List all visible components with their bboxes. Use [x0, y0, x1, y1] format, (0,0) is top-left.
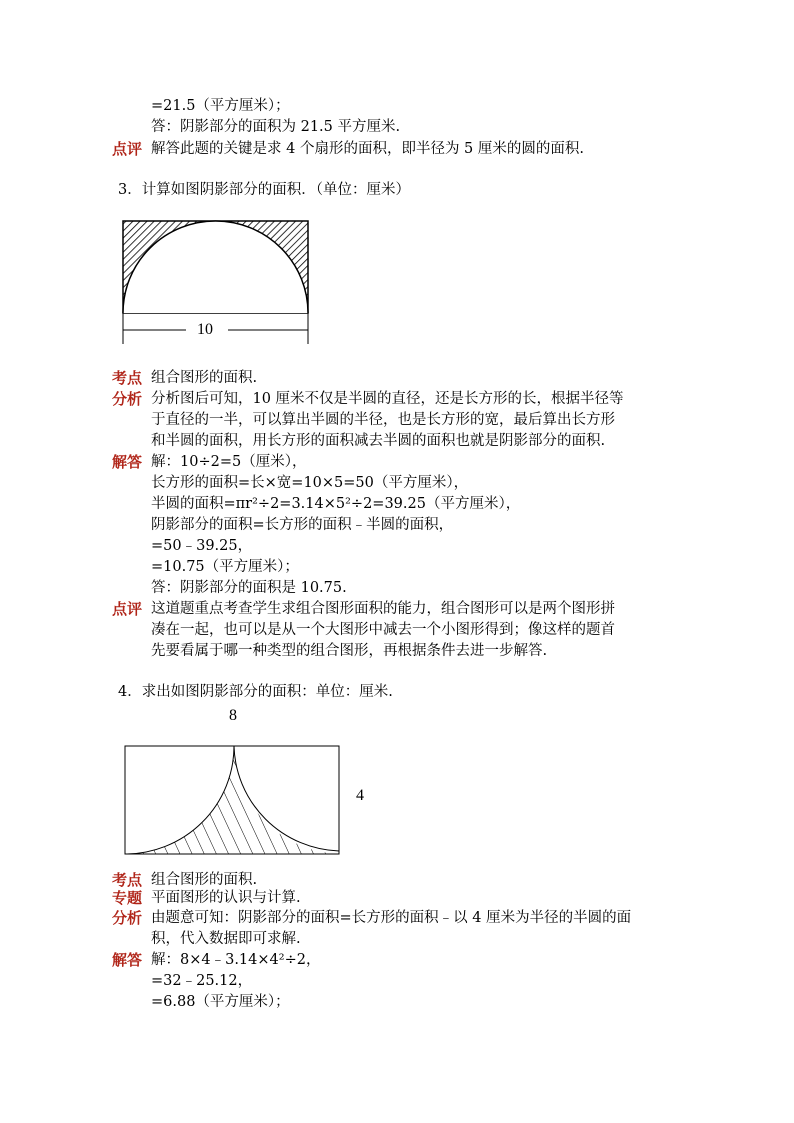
jieda-label-3: 解答: [112, 453, 143, 471]
jieda-line: =32﹣25.12，: [151, 973, 253, 989]
figure-4-width-label: 8: [229, 707, 237, 724]
dianping-line: 这道题重点考查学生求组合图形面积的能力，组合图形可以是两个图形拼: [151, 601, 615, 617]
jieda-line: =50﹣39.25，: [151, 538, 253, 554]
fenxi-label-4: 分析: [112, 909, 143, 927]
semicircle: [123, 221, 308, 313]
fenxi-line: 积，代入数据即可求解.: [151, 931, 301, 947]
dianping-line: 凑在一起，也可以是从一个大图形中减去一个小图形得到；像这样的题首: [151, 622, 615, 638]
kaodian-label-3: 考点: [112, 369, 143, 387]
jieda-line: 答：阴影部分的面积是 10.75.: [151, 580, 347, 596]
kaodian-text-3: 组合图形的面积.: [151, 370, 258, 386]
jieda-line: 半圆的面积=πr²÷2=3.14×5²÷2=39.25（平方厘米），: [151, 496, 521, 512]
fenxi-label-3: 分析: [112, 390, 143, 408]
jieda-line: 解：8×4﹣3.14×4²÷2，: [151, 952, 321, 968]
zhuanti-label-4: 专题: [112, 889, 143, 907]
jieda-line: =6.88（平方厘米）；: [151, 994, 290, 1010]
answer-line-2: 答：阴影部分的面积为 21.5 平方厘米.: [151, 119, 401, 135]
figure-3-length-label: 10: [197, 321, 213, 338]
kaodian-label-4: 考点: [112, 871, 143, 889]
comment-label: 点评: [112, 140, 143, 158]
fenxi-line: 于直径的一半，可以算出半圆的半径，也是长方形的宽，最后算出长方形: [151, 412, 615, 428]
jieda-line: 解：10÷2=5（厘米），: [151, 454, 307, 470]
jieda-line: =10.75（平方厘米）；: [151, 559, 299, 575]
jieda-line: 阴影部分的面积=长方形的面积﹣半圆的面积，: [151, 517, 454, 533]
fenxi-line: 分析图后可知，10 厘米不仅是半圆的直径，还是长方形的长，根据半径等: [151, 391, 624, 407]
question-4-title: 4．求出如图阴影部分的面积：单位：厘米.: [118, 684, 393, 700]
comment-text: 解答此题的关键是求 4 个扇形的面积，即半径为 5 厘米的圆的面积.: [151, 141, 584, 157]
answer-line-1: =21.5（平方厘米）；: [151, 98, 290, 114]
dianping-line: 先要看属于哪一种类型的组合图形，再根据条件去进一步解答.: [151, 643, 548, 659]
kaodian-text-4: 组合图形的面积.: [151, 872, 258, 888]
jieda-line: 长方形的面积=长×宽=10×5=50（平方厘米），: [151, 475, 469, 491]
figure-4-height-label: 4: [356, 787, 364, 804]
question-3-title: 3．计算如图阴影部分的面积．（单位：厘米）: [118, 182, 410, 198]
dianping-label-3: 点评: [112, 600, 143, 618]
jieda-label-4: 解答: [112, 951, 143, 969]
zhuanti-text-4: 平面图形的认识与计算.: [151, 890, 301, 906]
shaded-corners: [123, 221, 308, 313]
fenxi-line: 和半圆的面积，用长方形的面积减去半圆的面积也就是阴影部分的面积.: [151, 433, 606, 449]
shaded-region: [125, 746, 343, 854]
fenxi-line: 由题意可知：阴影部分的面积=长方形的面积﹣以 4 厘米为半径的半圆的面: [151, 910, 632, 926]
